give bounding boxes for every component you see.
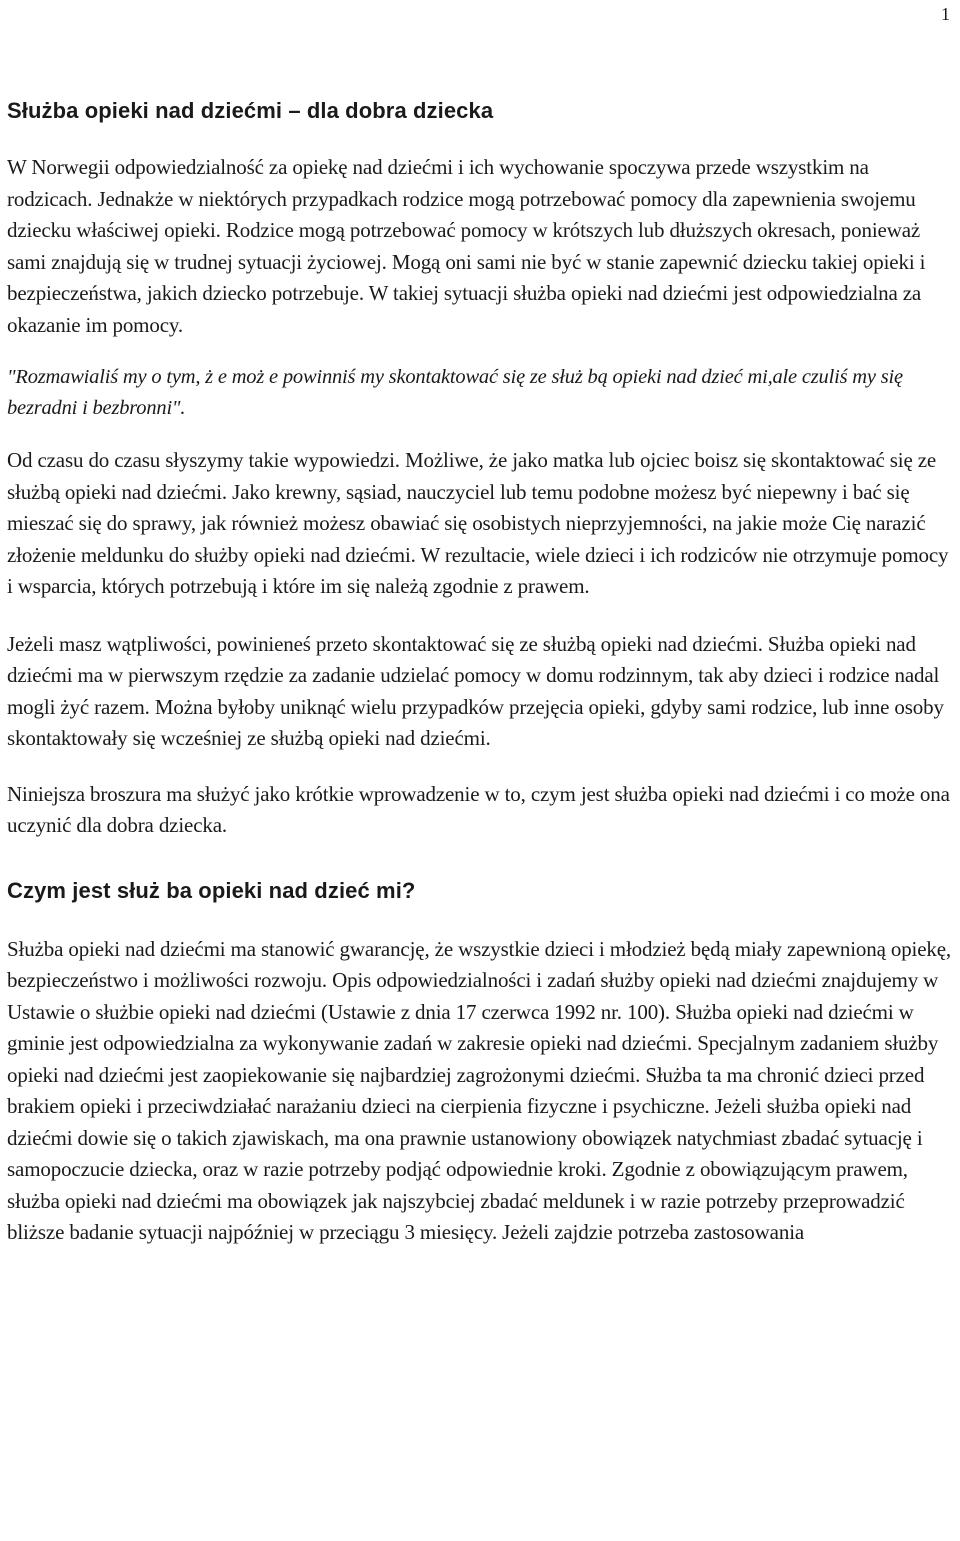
section-paragraph: Służba opieki nad dziećmi ma stanowić gwarancję, że wszystkie dzieci i młodzież będą miały zapewnioną opiekę, bezpieczeństwo i możliwości rozwoju. Opis odpowiedzialności i zadań służby opieki nad dziećmi znajdujemy w Ustawie o służbie opieki nad dziećmi (Ustawie z dnia 17 czerwca 1992 nr. 100). Służba opieki nad dziećmi w gminie jest odpowiedzialna za wykonywanie zadań w zakresie opieki nad dziećmi. Specjalnym zadaniem służby opieki nad dziećmi jest zaopiekowanie się najbardziej zagrożonymi dziećmi. Służba ta ma chronić dzieci przed brakiem opieki i przeciwdziałać narażaniu dzieci na cierpienia fizyczne i psychiczne. Jeżeli służba opieki nad dziećmi dowie się o takich zjawiskach, ma ona prawnie ustanowiony obowiązek natychmiast zbadać sytuację i samopoczucie dziecka, oraz w razie potrzeby podjąć odpowiednie kroki. Zgodnie z obowiązującym prawem, służba opieki nad dziećmi ma obowiązek jak najszybciej zbadać meldunek i w razie potrzeby przeprowadzić bliższe badanie sytuacji najpóźniej w przeciągu 3 miesięcy. Jeżeli zajdzie potrzeba zastosowania — [7, 936, 952, 1244]
intro-paragraph: W Norwegii odpowiedzialność za opiekę nad dziećmi i ich wychowanie spoczywa przede wszystkim na rodzicach. Jednakże w niektórych przypadkach rodzice mogą potrzebować pomocy dla zapewnienia swojemu dziecku właściwej opieki. Rodzice mogą potrzebować pomocy w krótszych lub dłuższych okresach, ponieważ sami znajdują się w trudnej sytuacji życiowej. Mogą oni sami nie być w stanie zapewnić dziecku takiej opieki i bezpieczeństwa, jakich dziecko potrzebuje. W takiej sytuacji służba opieki nad dziećmi jest odpowiedzialna za okazanie im pomocy. — [7, 155, 926, 337]
page-number: 1 — [941, 4, 950, 24]
document-body — [7, 96, 957, 1249]
document-title: Służba opieki nad dziećmi – dla dobra dziecka — [7, 98, 494, 123]
brochure-paragraph: Niniejsza broszura ma służyć jako krótkie wprowadzenie w to, czym jest służba opieki nad dziećmi i co może ona uczynić dla dobra dziecka. — [7, 781, 950, 837]
section-heading: Czym jest służ ba opieki nad dzieć mi? — [7, 877, 416, 903]
doubts-paragraph: Jeżeli masz wątpliwości, powinieneś przeto skontaktować się ze służbą opieki nad dziećmi. Służba opieki nad dziećmi ma w pierwszym rzędzie za zadanie udzielać pomocy w domu rodzinnym, tak aby dzieci i rodzice nadal mogli żyć razem. Można byłoby uniknąć wielu przypadków przejęcia opieki, gdyby sami rodzice, lub inne osoby skontaktowały się wcześniej ze służbą opieki nad dziećmi. — [7, 631, 944, 750]
hesitation-paragraph: Od czasu do czasu słyszymy takie wypowiedzi. Możliwe, że jako matka lub ojciec boisz się skontaktować się ze służbą opieki nad dziećmi. Jako krewny, sąsiad, nauczyciel lub temu podobne możesz być niepewny i bać się mieszać się do sprawy, jak również możesz obawiać się osobistych nieprzyjemności, na jakie może Cię narazić złożenie meldunku do służby opieki nad dziećmi. W rezultacie, wiele dzieci i ich rodziców nie otrzymuje pomocy i wsparcia, których potrzebują i które im się należą zgodnie z prawem. — [7, 448, 949, 598]
quote-paragraph: "Rozmawialiś my o tym, ż e moż e powinniś my skontaktować się ze służ bą opieki nad dzieć mi,ale czuliś my się bezradni i bezbronni". — [7, 366, 903, 419]
